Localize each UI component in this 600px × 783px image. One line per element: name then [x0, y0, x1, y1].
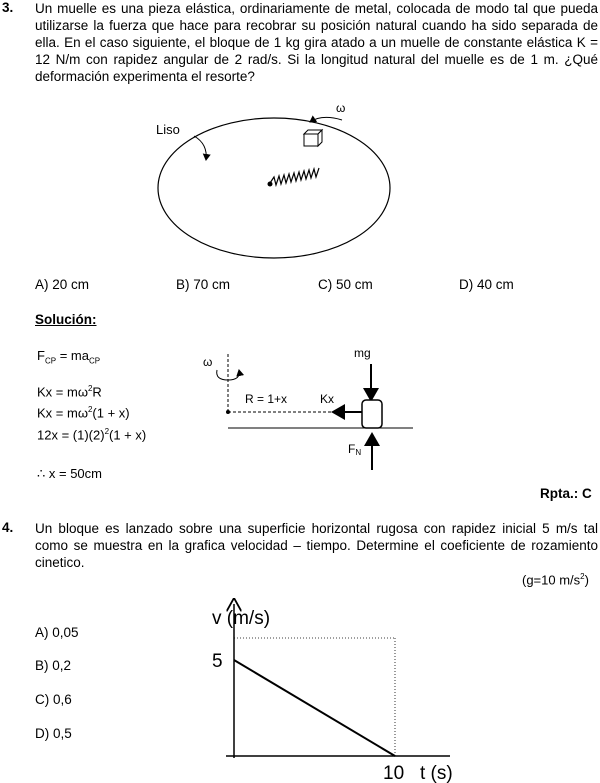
- equation-5: ∴ x = 50cm: [37, 466, 102, 481]
- block-cube: [304, 130, 322, 146]
- x-tick-label: 10: [383, 763, 405, 783]
- q4-option-a: A) 0,05: [35, 625, 79, 640]
- y-tick-label: 5: [212, 651, 223, 672]
- question-4-number: 4.: [2, 520, 14, 535]
- spring-coil: [270, 168, 319, 185]
- q3-option-b: B) 70 cm: [176, 277, 231, 292]
- pivot-point: [268, 182, 273, 187]
- answer: Rpta.: C: [540, 486, 592, 501]
- equation-1: $F_{CP} = ma_{CP}$: [37, 348, 101, 366]
- smooth-surface-ellipse: [158, 118, 390, 258]
- equation-2: $Kx = m\omega^2R$: [37, 384, 102, 400]
- question-3-number: 3.: [2, 0, 14, 15]
- y-axis-label: v (m/s): [212, 608, 271, 629]
- spring-force-label: Kx: [320, 392, 335, 406]
- weight-label: mg: [354, 346, 371, 360]
- block: [362, 400, 382, 428]
- q3-option-d: D) 40 cm: [459, 277, 514, 292]
- gravity-note: (g=10 $m/s^2$): [522, 572, 589, 588]
- solution-heading: Solución:: [35, 312, 97, 327]
- velocity-time-chart: [200, 598, 470, 783]
- fbd-omega-label: ω: [203, 355, 213, 369]
- velocity-line: [234, 660, 395, 756]
- normal-label: FN: [348, 442, 362, 457]
- free-body-diagram: [195, 340, 420, 475]
- q3-option-c: C) 50 cm: [318, 277, 373, 292]
- question-4-text: Un bloque es lanzado sobre una superficie horizontal rugosa con rapidez inicial 5 m/s tal como se muestra en la grafica velocidad – tiempo. Determine el coeficiente de rozamiento cinetico.: [35, 521, 598, 570]
- question-3-text: Un muelle es una pieza elástica, ordinariamente de metal, colocada de modo tal que pueda utilizarse la fuerza que hace para recobrar su posición natural cuando ha sido separada de ella. En el caso siguiente, el bloque de 1 kg gira atado a un muelle de constante elástica K = 12 N/m con rapidez angular de 2 rad/s. Si la longitud natural del muelle es de 1 m. ¿Qué deformación experimenta el resorte?: [35, 1, 598, 84]
- omega-arrow-icon: [310, 117, 342, 122]
- surface-arrow-icon: [194, 136, 206, 160]
- q3-option-a: A) 20 cm: [35, 277, 90, 292]
- radius-label: R = 1+x: [245, 392, 288, 406]
- omega-label: ω: [336, 101, 346, 115]
- q4-option-b: B) 0,2: [35, 658, 72, 673]
- surface-label: Liso: [156, 122, 180, 137]
- q4-option-c: C) 0,6: [35, 692, 72, 707]
- equation-4: $12x = (1)(2)^2(1 + x)$: [37, 427, 147, 443]
- q3-rotation-figure: [150, 100, 430, 270]
- x-axis-label: t (s): [420, 763, 453, 783]
- radius-origin: [226, 410, 230, 414]
- q4-option-d: D) 0,5: [35, 726, 72, 741]
- equation-3: $Kx = m\omega^2(1 + x)$: [37, 405, 130, 421]
